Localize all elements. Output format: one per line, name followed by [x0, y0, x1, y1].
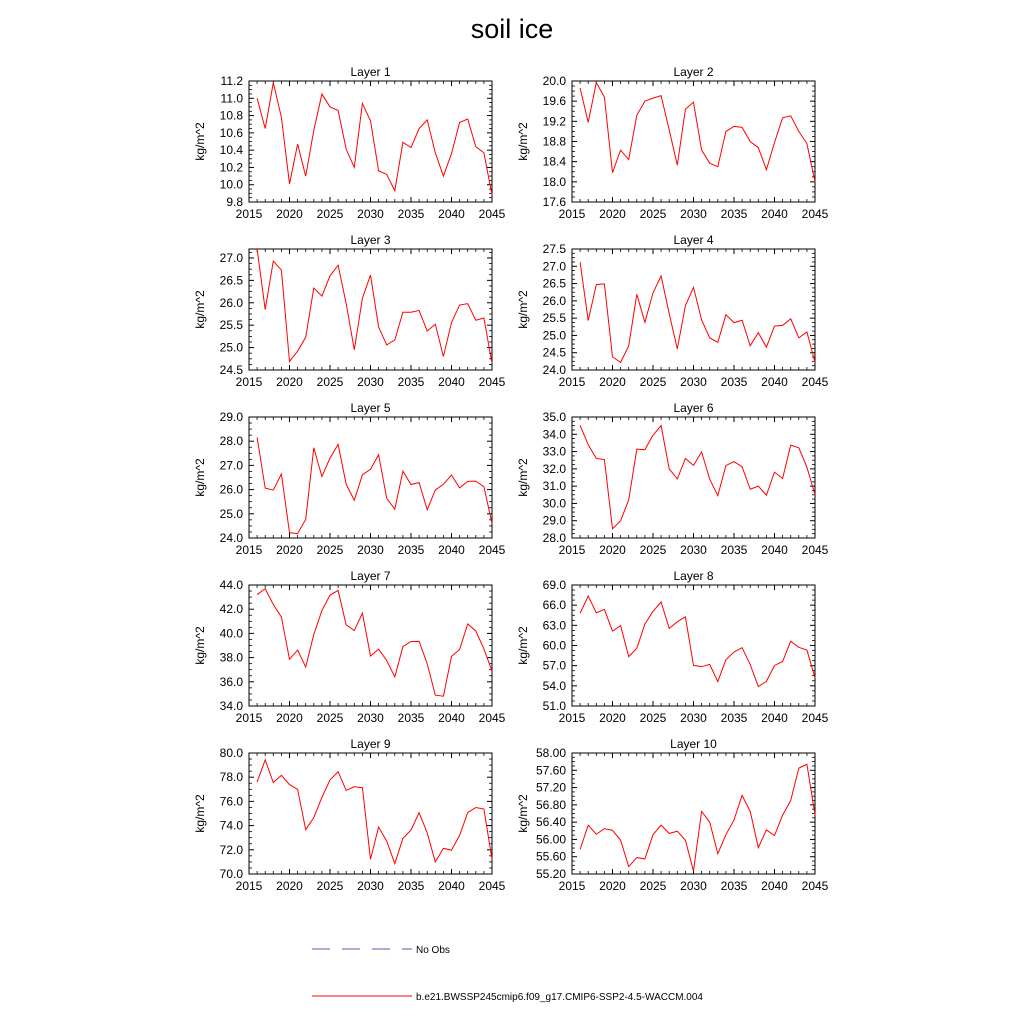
- x-tick-label-2-2020: 2020: [599, 207, 626, 221]
- x-tick-label-5-2020: 2020: [276, 543, 303, 557]
- panel-title-4: Layer 4: [673, 233, 714, 247]
- y-axis-label-4: kg/m^2: [516, 290, 530, 329]
- x-tick-label-10-2040: 2040: [761, 879, 788, 893]
- x-tick-label-8-2015: 2015: [558, 711, 586, 725]
- panel-title-9: Layer 9: [350, 737, 391, 751]
- x-tick-label-10-2025: 2025: [639, 879, 667, 893]
- y-tick-label-10-1: 55.60: [535, 849, 566, 864]
- legend-label-no-obs: No Obs: [416, 945, 450, 956]
- x-tick-label-7-2015: 2015: [235, 711, 263, 725]
- x-tick-label-7-2030: 2030: [357, 711, 384, 725]
- x-tick-label-10-2015: 2015: [558, 879, 586, 893]
- x-tick-label-8-2040: 2040: [761, 711, 788, 725]
- x-tick-label-5-2015: 2015: [235, 543, 263, 557]
- y-tick-label-9-5: 80.0: [219, 746, 243, 760]
- x-tick-label-1-2025: 2025: [316, 207, 344, 221]
- y-tick-label-9-4: 78.0: [219, 770, 243, 785]
- y-tick-label-3-0: 24.5: [219, 363, 243, 377]
- x-tick-label-1-2030: 2030: [357, 207, 384, 221]
- y-tick-label-7-5: 44.0: [219, 578, 243, 592]
- y-tick-label-7-3: 40.0: [219, 626, 243, 641]
- x-tick-label-5-2045: 2045: [478, 543, 506, 557]
- x-tick-label-2-2025: 2025: [639, 207, 667, 221]
- y-tick-label-6-0: 28.0: [542, 531, 566, 545]
- y-tick-label-6-1: 29.0: [542, 513, 566, 528]
- y-tick-label-1-3: 10.4: [219, 143, 243, 158]
- x-tick-label-4-2025: 2025: [639, 375, 667, 389]
- y-tick-label-10-5: 57.20: [535, 780, 566, 795]
- y-axis-label-1: kg/m^2: [193, 122, 207, 161]
- x-tick-label-4-2015: 2015: [558, 375, 586, 389]
- y-tick-label-3-3: 26.0: [219, 295, 243, 310]
- x-tick-label-1-2040: 2040: [438, 207, 465, 221]
- x-tick-label-3-2030: 2030: [357, 375, 384, 389]
- page-title: soil ice: [470, 14, 554, 44]
- y-tick-label-4-3: 25.5: [542, 311, 566, 326]
- panel-title-3: Layer 3: [350, 233, 391, 247]
- y-tick-label-2-1: 18.0: [542, 174, 566, 189]
- y-tick-label-5-5: 29.0: [219, 410, 243, 424]
- y-tick-label-7-1: 36.0: [219, 674, 243, 689]
- y-tick-label-2-4: 19.2: [542, 114, 566, 129]
- y-tick-label-4-2: 25.0: [542, 328, 566, 343]
- y-tick-label-1-5: 10.8: [219, 108, 243, 123]
- y-tick-label-10-2: 56.00: [535, 832, 566, 847]
- x-tick-label-9-2020: 2020: [276, 879, 303, 893]
- y-tick-label-1-1: 10.0: [219, 177, 243, 192]
- x-tick-label-1-2015: 2015: [235, 207, 263, 221]
- x-tick-label-6-2020: 2020: [599, 543, 626, 557]
- y-tick-label-6-2: 30.0: [542, 496, 566, 511]
- x-tick-label-3-2020: 2020: [276, 375, 303, 389]
- y-tick-label-3-4: 26.5: [219, 273, 243, 288]
- y-tick-label-4-7: 27.5: [542, 242, 566, 256]
- y-tick-label-5-0: 24.0: [219, 531, 243, 545]
- x-tick-label-7-2020: 2020: [276, 711, 303, 725]
- x-tick-label-1-2045: 2045: [478, 207, 506, 221]
- x-tick-label-2-2045: 2045: [801, 207, 829, 221]
- y-tick-label-5-2: 26.0: [219, 482, 243, 497]
- y-tick-label-5-3: 27.0: [219, 458, 243, 473]
- y-tick-label-8-6: 69.0: [542, 578, 566, 592]
- y-axis-label-5: kg/m^2: [193, 458, 207, 497]
- x-tick-label-3-2040: 2040: [438, 375, 465, 389]
- x-tick-label-9-2040: 2040: [438, 879, 465, 893]
- y-tick-label-10-6: 57.60: [535, 763, 566, 778]
- y-axis-label-7: kg/m^2: [193, 626, 207, 665]
- panel-title-8: Layer 8: [673, 569, 714, 583]
- x-tick-label-6-2030: 2030: [680, 543, 707, 557]
- y-tick-label-2-6: 20.0: [542, 74, 566, 88]
- y-tick-label-2-2: 18.4: [542, 154, 566, 169]
- y-tick-label-8-3: 60.0: [542, 638, 566, 653]
- y-tick-label-4-5: 26.5: [542, 276, 566, 291]
- x-tick-label-9-2035: 2035: [397, 879, 425, 893]
- y-tick-label-8-2: 57.0: [542, 658, 566, 673]
- y-tick-label-9-3: 76.0: [219, 794, 243, 809]
- x-tick-label-3-2015: 2015: [235, 375, 263, 389]
- y-tick-label-4-0: 24.0: [542, 363, 566, 377]
- x-tick-label-10-2035: 2035: [720, 879, 748, 893]
- y-tick-label-8-0: 51.0: [542, 699, 566, 713]
- y-axis-label-2: kg/m^2: [516, 122, 530, 161]
- y-tick-label-6-3: 31.0: [542, 479, 566, 494]
- y-axis-label-3: kg/m^2: [193, 290, 207, 329]
- y-tick-label-3-2: 25.5: [219, 318, 243, 333]
- y-tick-label-1-6: 11.0: [220, 91, 243, 106]
- y-tick-label-5-4: 28.0: [219, 434, 243, 449]
- y-tick-label-10-3: 56.40: [535, 815, 566, 830]
- y-tick-label-8-4: 63.0: [542, 618, 566, 633]
- y-tick-label-2-5: 19.6: [542, 94, 566, 109]
- y-tick-label-1-7: 11.2: [220, 74, 243, 88]
- y-tick-label-9-1: 72.0: [219, 842, 243, 857]
- y-tick-label-4-1: 24.5: [542, 345, 566, 360]
- y-tick-label-8-5: 66.0: [542, 598, 566, 613]
- panel-title-2: Layer 2: [673, 65, 714, 79]
- x-tick-label-4-2040: 2040: [761, 375, 788, 389]
- x-tick-label-6-2040: 2040: [761, 543, 788, 557]
- y-tick-label-8-1: 54.0: [542, 678, 566, 693]
- y-tick-label-4-6: 27.0: [542, 259, 566, 274]
- legend-label-model: b.e21.BWSSP245cmip6.f09_g17.CMIP6-SSP2-4.5-WACCM.004: [416, 992, 703, 1003]
- y-tick-label-1-4: 10.6: [219, 125, 243, 140]
- y-tick-label-9-0: 70.0: [219, 867, 243, 881]
- x-tick-label-4-2030: 2030: [680, 375, 707, 389]
- y-tick-label-3-1: 25.0: [219, 340, 243, 355]
- x-tick-label-4-2045: 2045: [801, 375, 829, 389]
- x-tick-label-7-2045: 2045: [478, 711, 506, 725]
- x-tick-label-1-2020: 2020: [276, 207, 303, 221]
- y-tick-label-7-4: 42.0: [219, 602, 243, 617]
- x-tick-label-10-2020: 2020: [599, 879, 626, 893]
- x-tick-label-9-2025: 2025: [316, 879, 344, 893]
- x-tick-label-8-2045: 2045: [801, 711, 829, 725]
- x-tick-label-5-2025: 2025: [316, 543, 344, 557]
- x-tick-label-2-2035: 2035: [720, 207, 748, 221]
- x-tick-label-8-2030: 2030: [680, 711, 707, 725]
- y-tick-label-10-0: 55.20: [535, 867, 566, 881]
- x-tick-label-7-2040: 2040: [438, 711, 465, 725]
- y-tick-label-6-4: 32.0: [542, 461, 566, 476]
- panel-title-1: Layer 1: [350, 65, 391, 79]
- y-tick-label-4-4: 26.0: [542, 293, 566, 308]
- x-tick-label-6-2015: 2015: [558, 543, 586, 557]
- x-tick-label-2-2015: 2015: [558, 207, 586, 221]
- x-tick-label-2-2040: 2040: [761, 207, 788, 221]
- y-tick-label-6-6: 34.0: [542, 427, 566, 442]
- x-tick-label-9-2030: 2030: [357, 879, 384, 893]
- x-tick-label-7-2025: 2025: [316, 711, 344, 725]
- y-tick-label-9-2: 74.0: [219, 818, 243, 833]
- y-tick-label-7-2: 38.0: [219, 650, 243, 665]
- x-tick-label-6-2025: 2025: [639, 543, 667, 557]
- x-tick-label-6-2045: 2045: [801, 543, 829, 557]
- y-tick-label-5-1: 25.0: [219, 506, 243, 521]
- panel-title-6: Layer 6: [673, 401, 714, 415]
- panel-title-7: Layer 7: [350, 569, 391, 583]
- x-tick-label-8-2025: 2025: [639, 711, 667, 725]
- x-tick-label-5-2030: 2030: [357, 543, 384, 557]
- panel-title-10: Layer 10: [670, 737, 717, 751]
- x-tick-label-9-2015: 2015: [235, 879, 263, 893]
- y-axis-label-9: kg/m^2: [193, 794, 207, 833]
- x-tick-label-10-2030: 2030: [680, 879, 707, 893]
- x-tick-label-8-2035: 2035: [720, 711, 748, 725]
- x-tick-label-5-2035: 2035: [397, 543, 425, 557]
- y-tick-label-6-7: 35.0: [542, 410, 566, 424]
- y-tick-label-7-0: 34.0: [219, 699, 243, 713]
- x-tick-label-4-2035: 2035: [720, 375, 748, 389]
- y-tick-label-2-0: 17.6: [542, 195, 566, 209]
- y-tick-label-3-5: 27.0: [219, 250, 243, 265]
- x-tick-label-10-2045: 2045: [801, 879, 829, 893]
- x-tick-label-1-2035: 2035: [397, 207, 425, 221]
- x-tick-label-7-2035: 2035: [397, 711, 425, 725]
- panel-title-5: Layer 5: [350, 401, 391, 415]
- y-tick-label-10-7: 58.00: [535, 746, 566, 760]
- x-tick-label-3-2025: 2025: [316, 375, 344, 389]
- y-tick-label-1-2: 10.2: [219, 160, 243, 175]
- y-tick-label-6-5: 33.0: [542, 444, 566, 459]
- y-axis-label-6: kg/m^2: [516, 458, 530, 497]
- y-axis-label-10: kg/m^2: [516, 794, 530, 833]
- y-tick-label-2-3: 18.8: [542, 134, 566, 149]
- x-tick-label-3-2035: 2035: [397, 375, 425, 389]
- y-tick-label-10-4: 56.80: [535, 797, 566, 812]
- x-tick-label-2-2030: 2030: [680, 207, 707, 221]
- x-tick-label-6-2035: 2035: [720, 543, 748, 557]
- x-tick-label-5-2040: 2040: [438, 543, 465, 557]
- y-axis-label-8: kg/m^2: [516, 626, 530, 665]
- y-tick-label-1-0: 9.8: [226, 195, 243, 209]
- x-tick-label-3-2045: 2045: [478, 375, 506, 389]
- x-tick-label-8-2020: 2020: [599, 711, 626, 725]
- x-tick-label-9-2045: 2045: [478, 879, 506, 893]
- x-tick-label-4-2020: 2020: [599, 375, 626, 389]
